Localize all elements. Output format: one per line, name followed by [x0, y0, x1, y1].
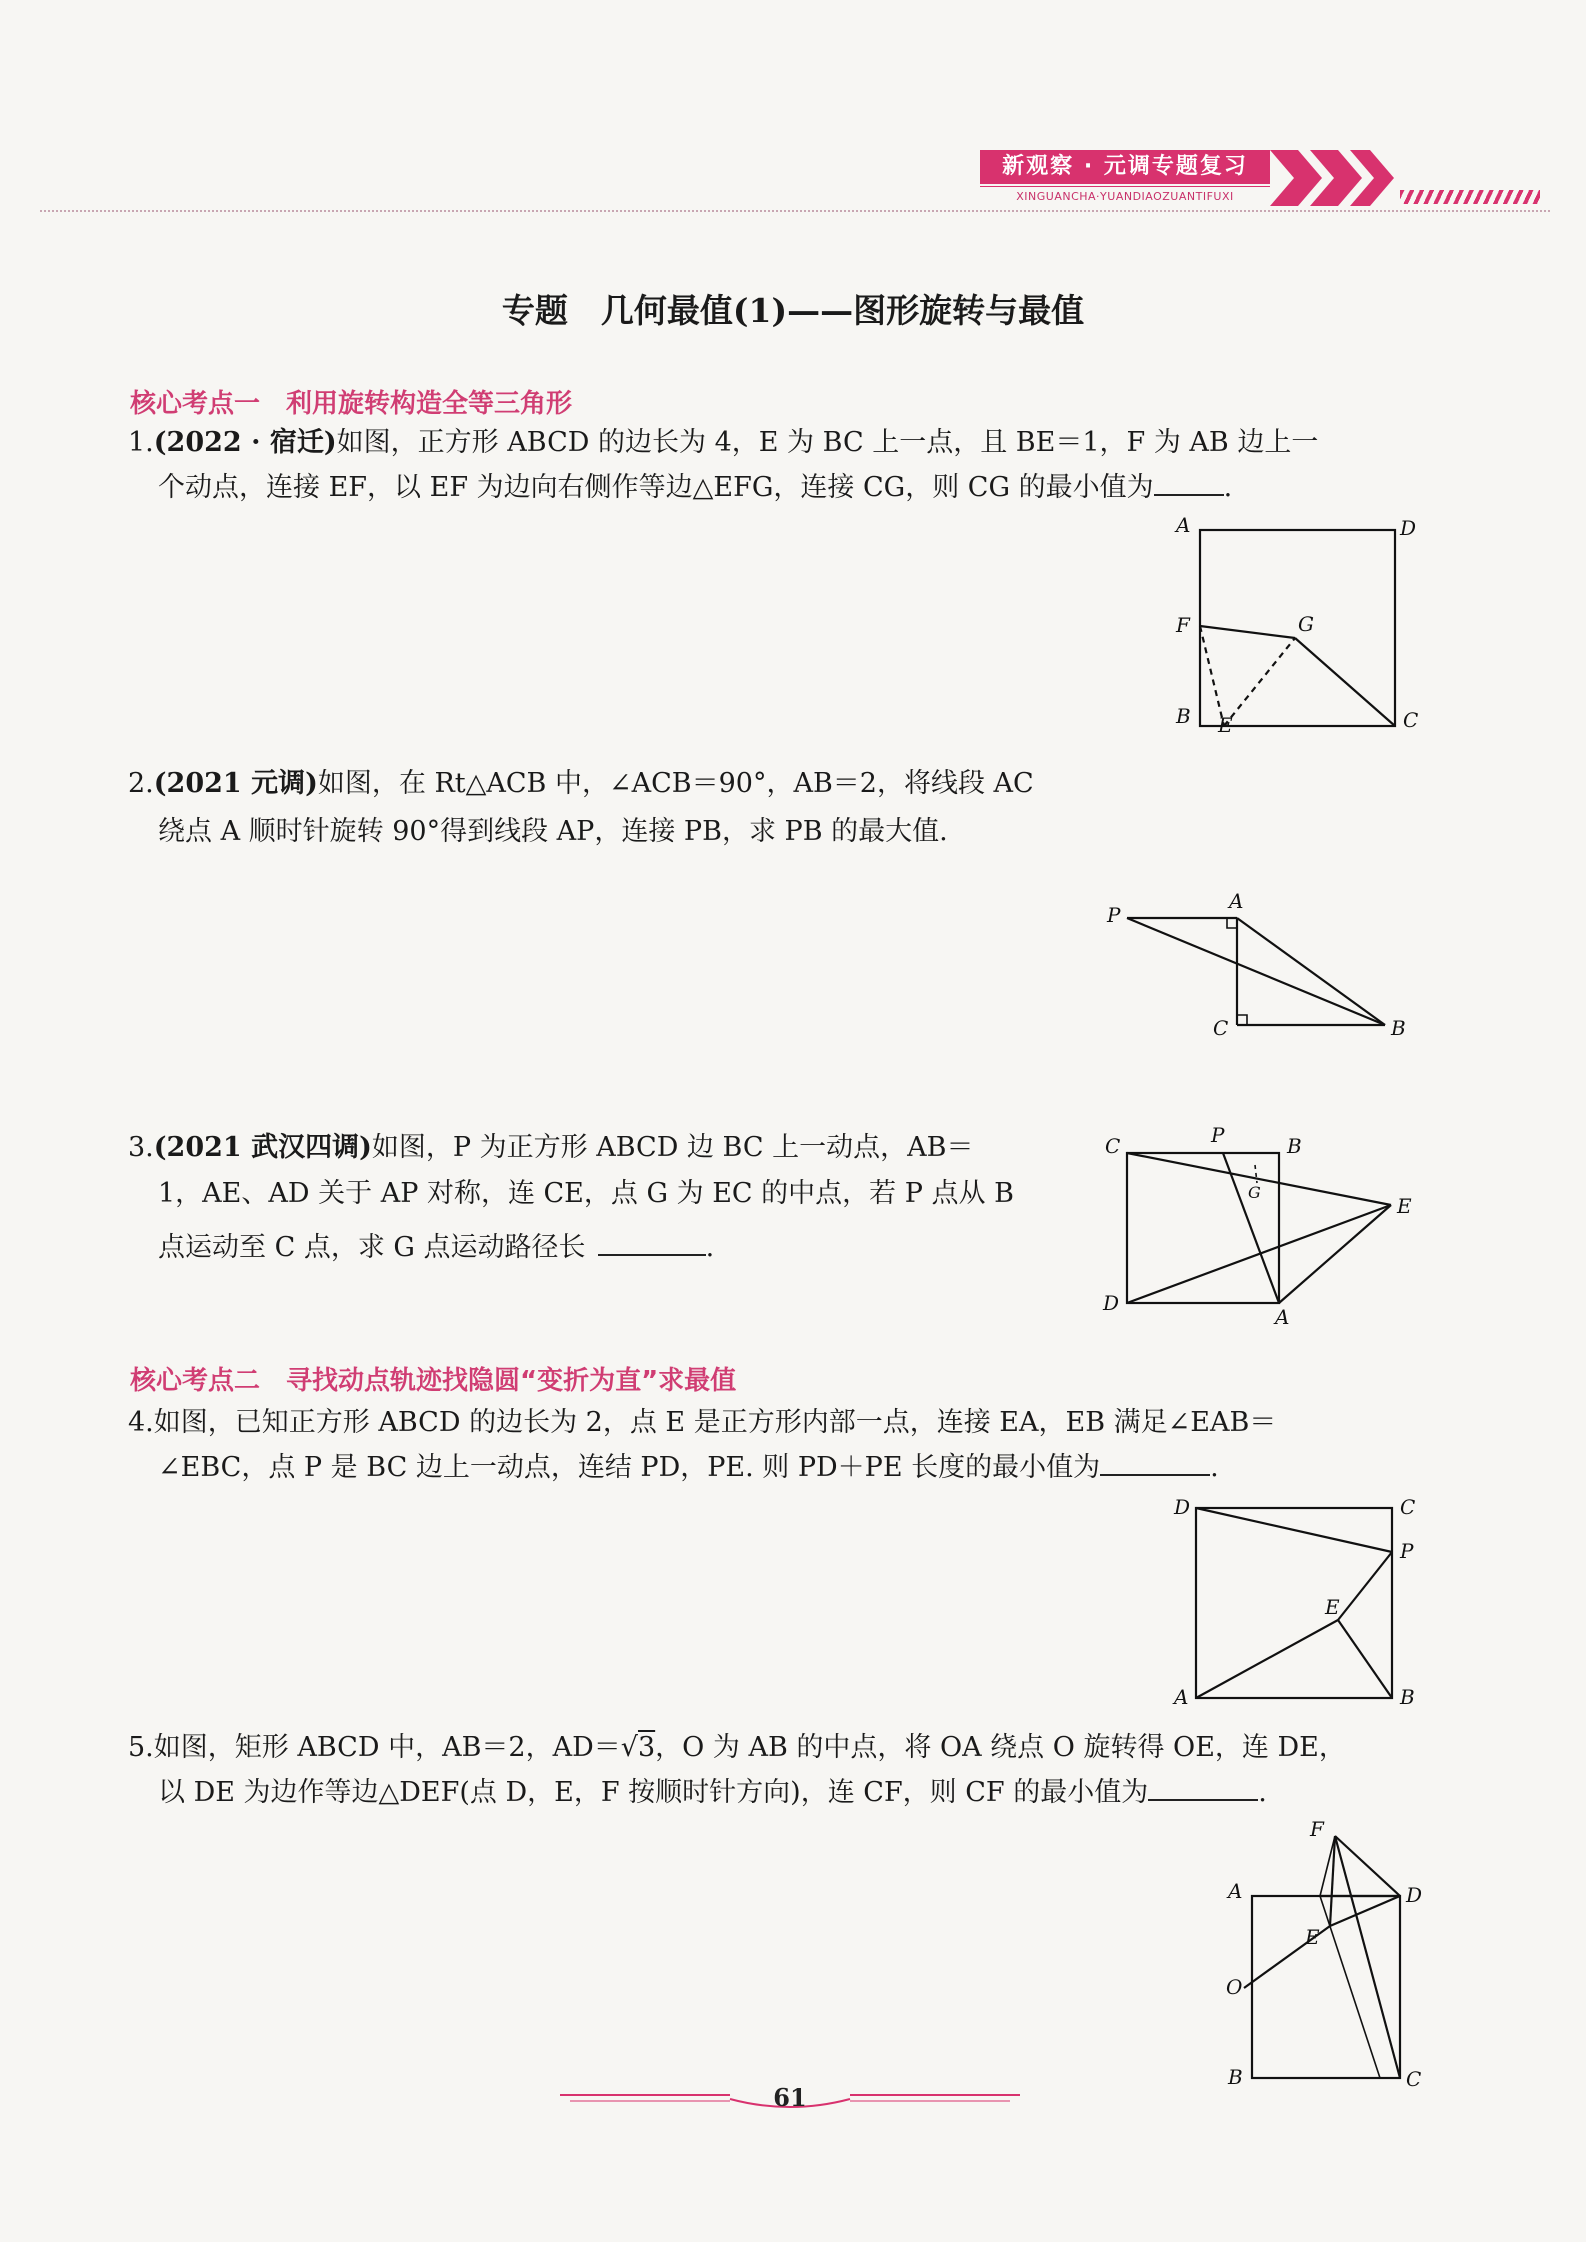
q2-label-P: P	[1107, 903, 1121, 927]
q1-label-G: G	[1298, 612, 1314, 636]
q1-label-E: E	[1218, 713, 1233, 737]
q5-figure	[1210, 1818, 1430, 2102]
q4-label-A: A	[1174, 1685, 1189, 1709]
q1-label-D: D	[1400, 516, 1417, 540]
header-stripes	[1400, 190, 1540, 204]
q2-figure	[1095, 890, 1435, 1054]
q4-label-P: P	[1400, 1539, 1414, 1563]
q5-label-D: D	[1406, 1883, 1423, 1907]
q5-label-F: F	[1310, 1818, 1324, 1841]
header-dotted-rule	[40, 210, 1550, 212]
header-title: 新观察 · 元调专题复习	[980, 150, 1270, 184]
q5-label-A: A	[1228, 1879, 1243, 1903]
q3-answer-blank[interactable]	[598, 1228, 706, 1256]
q2-number: 2.	[128, 768, 154, 799]
q5-label-E: E	[1305, 1925, 1320, 1949]
q5-text-1b: ，O 为 AB 的中点，将 OA 绕点 O 旋转得 OE，连 DE，	[655, 1732, 1346, 1763]
q1-answer-blank[interactable]	[1154, 468, 1224, 496]
q2-label-B: B	[1391, 1016, 1406, 1040]
q4-line2	[158, 1448, 1219, 1488]
q3-label-D: D	[1103, 1291, 1120, 1315]
q3-line2	[158, 1174, 1014, 1214]
q3-label-A: A	[1275, 1305, 1290, 1329]
q3-end: .	[705, 1232, 715, 1263]
q3-text-1: 如图，P 为正方形 ABCD 边 BC 上一动点，AB＝	[371, 1132, 974, 1163]
q1-source: (2022 · 宿迁)	[153, 427, 337, 458]
q3-line1	[128, 1128, 973, 1168]
q4-label-D: D	[1174, 1495, 1191, 1519]
q3-source: (2021 武汉四调)	[153, 1132, 372, 1163]
q4-answer-blank[interactable]	[1100, 1448, 1210, 1476]
q2-line1	[128, 764, 1034, 804]
q3-text-2: 1，AE、AD 关于 AP 对称，连 CE，点 G 为 EC 的中点，若 P 点从 B	[158, 1178, 1014, 1209]
q4-end: .	[1210, 1452, 1219, 1483]
q1-label-A: A	[1176, 513, 1191, 537]
q1-end: .	[1223, 472, 1233, 503]
q3-label-G: G	[1248, 1183, 1261, 1202]
header-subtitle: XINGUANCHA·YUANDIAOZUANTIFUXI	[980, 186, 1270, 207]
q1-label-C: C	[1403, 708, 1419, 732]
q3-text-3: 点运动至 C 点，求 G 点运动路径长	[158, 1232, 586, 1263]
topic-title: 专题 几何最值(1)——图形旋转与最值	[501, 291, 1085, 330]
q2-label-C: C	[1213, 1016, 1229, 1040]
q5-text-1a: 5.如图，矩形 ABCD 中，AB＝2，AD＝	[128, 1732, 621, 1763]
q3-label-E: E	[1397, 1194, 1412, 1218]
q5-label-O: O	[1226, 1975, 1243, 1999]
q3-label-B: B	[1287, 1134, 1302, 1158]
q1-label-F: F	[1176, 613, 1190, 637]
q4-text-1: 4.如图，已知正方形 ABCD 的边长为 2，点 E 是正方形内部一点，连接 EA，EB 满足∠EAB＝	[128, 1407, 1277, 1438]
q1-line1	[128, 423, 1318, 463]
q4-label-E: E	[1325, 1595, 1340, 1619]
q1-figure	[1160, 510, 1430, 744]
q5-text-2: 以 DE 为边作等边△DEF(点 D，E，F 按顺时针方向)，连 CF，则 CF 的最小值为	[158, 1777, 1149, 1808]
chevron-arrows-icon	[1270, 150, 1400, 208]
q4-label-C: C	[1400, 1495, 1416, 1519]
q3-label-P: P	[1211, 1125, 1225, 1147]
q5-end: .	[1258, 1777, 1267, 1808]
q5-line2	[158, 1773, 1267, 1813]
q1-label-B: B	[1176, 704, 1191, 728]
q1-text-1: 如图，正方形 ABCD 的边长为 4，E 为 BC 上一点，且 BE＝1，F 为 AB 边上一	[336, 427, 1319, 458]
q5-sqrt-value: 3	[637, 1732, 656, 1763]
section-title-2: 核心考点二 寻找动点轨迹找隐圆“变折为直”求最值	[130, 1366, 737, 1396]
q4-text-2: ∠EBC，点 P 是 BC 边上一动点，连结 PD，PE. 则 PD＋PE 长度的最小值为	[158, 1452, 1101, 1483]
q2-source: (2021 元调)	[153, 768, 318, 799]
q5-answer-blank[interactable]	[1148, 1773, 1258, 1801]
q1-number: 1.	[128, 427, 154, 458]
page-number: 61	[773, 2083, 807, 2112]
q3-number: 3.	[128, 1132, 154, 1163]
q1-text-2: 个动点，连接 EF，以 EF 为边向右侧作等边△EFG，连接 CG，则 CG 的最小值为	[158, 472, 1154, 503]
q4-line1	[128, 1403, 1276, 1443]
q5-line1	[128, 1728, 1346, 1768]
q5-label-C: C	[1406, 2067, 1422, 2091]
q2-text-2: 绕点 A 顺时针旋转 90°得到线段 AP，连接 PB，求 PB 的最大值.	[158, 816, 948, 847]
q5-label-B: B	[1228, 2065, 1243, 2089]
q2-label-A: A	[1229, 890, 1244, 913]
q4-figure	[1170, 1490, 1430, 1714]
q2-text-1: 如图，在 Rt△ACB 中，∠ACB＝90°，AB＝2，将线段 AC	[317, 768, 1034, 799]
sqrt-symbol: √	[620, 1732, 638, 1763]
q4-label-B: B	[1400, 1685, 1415, 1709]
q3-label-C: C	[1105, 1134, 1121, 1158]
q1-line2	[158, 468, 1232, 508]
running-header	[980, 150, 1540, 208]
q3-line3	[158, 1228, 714, 1268]
q2-line2	[158, 812, 948, 852]
section-title-1: 核心考点一 利用旋转构造全等三角形	[130, 389, 573, 419]
q3-figure	[1095, 1125, 1435, 1339]
